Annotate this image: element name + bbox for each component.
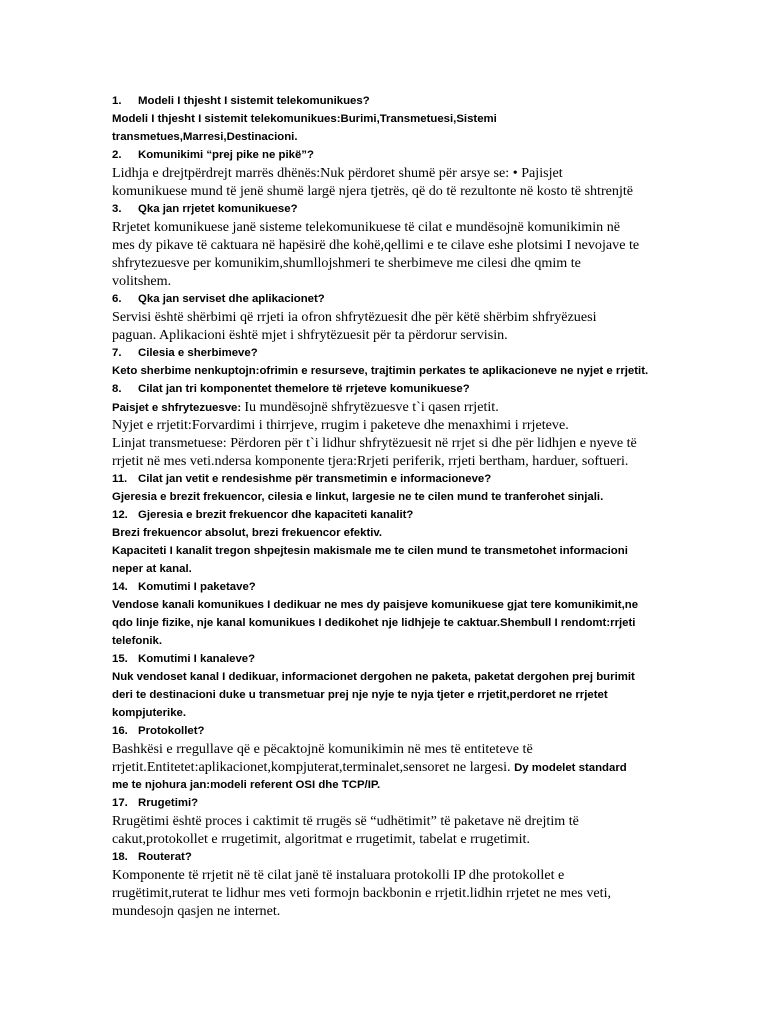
question-number: 11. (112, 473, 128, 485)
answer-line: shfrytezuesve per komunikim,shumllojshmeri te sherbimeve me cilesi dhe qmim te (112, 255, 581, 271)
answer-line: telefonik. (112, 635, 163, 647)
question-text: Qka jan rrjetet komunikuese? (138, 203, 298, 215)
question-heading (112, 290, 660, 308)
answer-line: Brezi frekuencor absolut, brezi frekuencor efektiv. (112, 527, 383, 539)
question-heading (112, 470, 660, 488)
answer-bold-part: Dy modelet standard (514, 762, 627, 774)
question-number: 12. (112, 509, 128, 521)
answer-line: transmetues,Marresi,Destinacioni. (112, 131, 298, 143)
answer-line: Linjat transmetuese: Përdoren për t`i lidhur shfrytëzuesit në rrjet si dhe për lidhjen e nyeve të (112, 435, 637, 451)
question-heading (112, 506, 660, 524)
answer-regular-part: Iu mundësojnë shfrytëzuesve t`i qasen rrjetit. (244, 399, 499, 415)
question-text: Rrugetimi? (138, 797, 199, 809)
question-number: 7. (112, 347, 122, 359)
question-heading (112, 794, 660, 812)
question-text: Modeli I thjesht I sistemit telekomunikues? (138, 95, 370, 107)
question-text: Routerat? (138, 851, 192, 863)
answer-line: Nyjet e rrjetit:Forvardimi i thirrjeve, rrugim i paketeve dhe menaxhimi i rrjeteve. (112, 417, 569, 433)
question-heading (112, 380, 660, 398)
answer-line: Kapaciteti I kanalit tregon shpejtesin makismale me te cilen mund te transmetohet informacioni (112, 545, 628, 557)
question-text: Cilesia e sherbimeve? (138, 347, 258, 359)
answer-line: Rrugëtimi është proces i caktimit të rrugës së “udhëtimit” të paketave në drejtim të (112, 813, 579, 829)
question-number: 2. (112, 149, 122, 161)
question-heading (112, 344, 660, 362)
question-text: Komutimi I kanaleve? (138, 653, 256, 665)
answer-line: Keto sherbime nenkuptojn:ofrimin e resurseve, trajtimin perkates te aplikacioneve ne nyjet e rrjetit. (112, 365, 649, 377)
question-text: Protokollet? (138, 725, 205, 737)
question-number: 1. (112, 95, 122, 107)
answer-line: volitshem. (112, 273, 172, 289)
question-number: 6. (112, 293, 122, 305)
answer-line: Servisi është shërbimi që rrjeti ia ofron shfrytëzuesit dhe për këtë shërbim shfryëzuesi (112, 309, 597, 325)
answer-line: kompjuterike. (112, 707, 187, 719)
question-text: Cilat jan tri komponentet themelore të rrjeteve komunikuese? (138, 383, 470, 395)
question-text: Gjeresia e brezit frekuencor dhe kapaciteti kanalit? (138, 509, 414, 521)
question-text: Komutimi I paketave? (138, 581, 256, 593)
question-heading (112, 200, 660, 218)
answer-line: qdo linje fizike, nje kanal komunikues I dedikohet nje lidhjeje te caktuar.Shembull I rendomt:rrjeti (112, 617, 636, 629)
question-number: 14. (112, 581, 128, 593)
question-number: 17. (112, 797, 128, 809)
answer-line: mes dy pikave të caktuara në hapësirë dhe kohë,qellimi e te cilave eshe plotsimi I nevojave te (112, 237, 640, 253)
answer-line: Komponente të rrjetit në të cilat janë të instaluara protokolli IP dhe protokollet e (112, 867, 565, 883)
question-text: Cilat jan vetit e rendesishme për transmetimin e informacioneve? (138, 473, 492, 485)
answer-line: Gjeresia e brezit frekuencor, cilesia e linkut, largesie ne te cilen mund te tranferohet sinjali. (112, 491, 604, 503)
document-body (112, 92, 660, 920)
question-number: 8. (112, 383, 122, 395)
question-heading (112, 578, 660, 596)
question-heading (112, 92, 660, 110)
question-heading (112, 146, 660, 164)
answer-line: Rrjetet komunikuese janë sisteme telekomunikuese të cilat e mundësojnë komunikimin në (112, 219, 621, 235)
answer-line: mundesojn qasjen ne internet. (112, 903, 281, 919)
answer-line: komunikuese mund të jenë shumë largë njera tjetrës, që do të rezultonte në kosto të shtrenjtë (112, 183, 634, 199)
answer-line: me te njohura jan:modeli referent OSI dhe TCP/IP. (112, 779, 381, 791)
answer-line: Lidhja e drejtpërdrejt marrës dhënës:Nuk përdoret shumë për arsye se: • Pajisjet (112, 165, 563, 181)
answer-line: Bashkësi e rregullave që e pëcaktojnë komunikimin në mes të entiteteve të (112, 741, 533, 757)
answer-line: Modeli I thjesht I sistemit telekomunikues:Burimi,Transmetuesi,Sistemi (112, 113, 497, 125)
question-number: 15. (112, 653, 128, 665)
answer-line: Vendose kanali komunikues I dedikuar ne mes dy paisjeve komunikuese gjat tere komunikimit,ne (112, 599, 639, 611)
answer-line: deri te destinacioni duke u transmetuar prej nje nyje te nyja tjeter e rrjetit,perdoret ne rrjetet (112, 689, 608, 701)
answer-line: neper at kanal. (112, 563, 192, 575)
question-text: Komunikimi “prej pike ne pikë”? (138, 149, 314, 161)
answer-regular-part: rrjetit.Entitetet:aplikacionet,kompjuterat,terminalet,sensoret ne largesi. (112, 759, 515, 775)
answer-bold-part: Paisjet e shfrytezuesve: (112, 402, 245, 414)
question-heading (112, 722, 660, 740)
question-number: 16. (112, 725, 128, 737)
question-number: 18. (112, 851, 128, 863)
answer-line: paguan. Aplikacioni është mjet i shfrytëzuesit për ta përdorur servisin. (112, 327, 508, 343)
answer-line: rrugëtimit,ruterat te lidhur mes veti formojn backbonin e rrjetit.lidhin rrjetet ne mes veti, (112, 885, 612, 901)
question-text: Qka jan serviset dhe aplikacionet? (138, 293, 325, 305)
answer-line: rrjetit në mes veti.ndersa komponente tjera:Rrjeti periferik, rrjeti bertham, harduer, softueri. (112, 453, 629, 469)
answer-line (112, 758, 660, 776)
question-heading (112, 650, 660, 668)
answer-line (112, 398, 660, 416)
answer-line: cakut,protokollet e rrugetimit, algoritmat e rrugetimit, tabelat e rrugetimit. (112, 831, 530, 847)
question-heading (112, 848, 660, 866)
answer-line: Nuk vendoset kanal I dedikuar, informacionet dergohen ne paketa, paketat dergohen prej burimit (112, 671, 635, 683)
question-number: 3. (112, 203, 122, 215)
